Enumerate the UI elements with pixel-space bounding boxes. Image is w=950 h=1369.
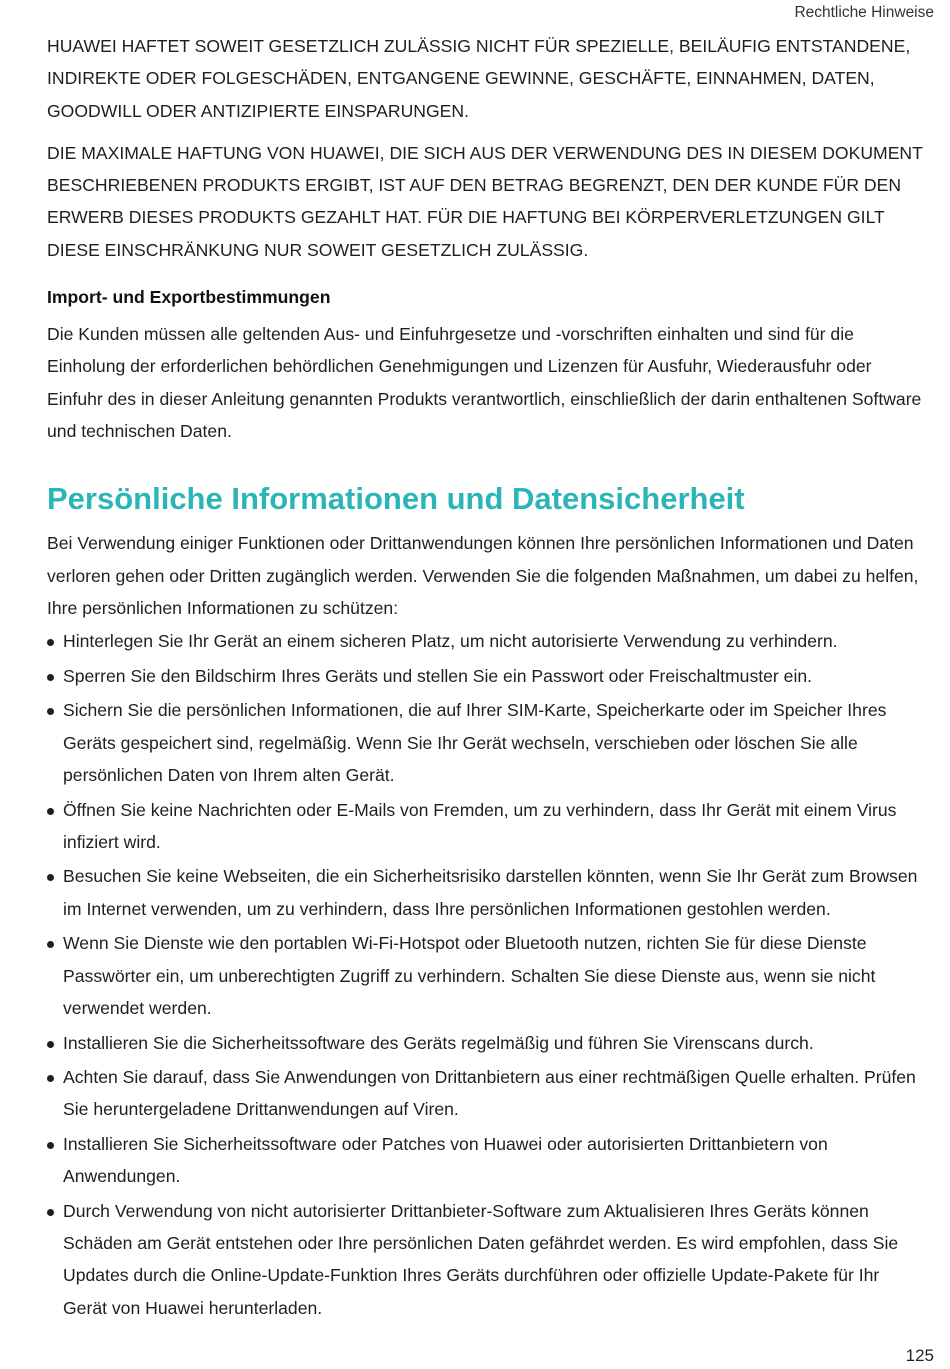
bullet-text: Hinterlegen Sie Ihr Gerät an einem sicheren Platz, um nicht autorisierte Verwendung zu verhindern.: [63, 631, 838, 652]
bullet-dot-icon: [47, 1209, 54, 1216]
bullet-dot-icon: [47, 808, 54, 815]
bullet-dot-icon: [47, 674, 54, 681]
running-header-title: Rechtliche Hinweise: [794, 4, 934, 21]
page-content: [47, 30, 927, 1326]
bullet-dot-icon: [47, 1142, 54, 1149]
privacy-section-heading: Persönliche Informationen und Datensicherheit: [47, 481, 745, 517]
bullet-text: Installieren Sie Sicherheitssoftware oder Patches von Huawei oder autorisierten Drittanbietern von Anwendungen.: [63, 1133, 828, 1187]
bullet-dot-icon: [47, 1075, 54, 1082]
privacy-bullet-item: [47, 694, 927, 791]
privacy-bullet-list: [47, 625, 927, 1324]
privacy-bullet-item: [47, 860, 927, 925]
bullet-dot-icon: [47, 874, 54, 881]
bullet-text: Achten Sie darauf, dass Sie Anwendungen von Drittanbietern aus einer rechtmäßigen Quelle erhalten. Prüfen Sie heruntergeladene Drittanwendungen auf Viren.: [63, 1067, 916, 1120]
bullet-text: Wenn Sie Dienste wie den portablen Wi-Fi-Hotspot oder Bluetooth nutzen, richten Sie für diese Dienste Passwörter ein, um unberechtigten Zugriff zu verhindern. Schalten Sie diese Dienste aus, wenn sie nicht verwendet werden.: [63, 933, 876, 1018]
bullet-text: Durch Verwendung von nicht autorisierter Drittanbieter-Software zum Aktualisieren Ihres Geräts können Schäden am Gerät entstehen oder Ihre persönlichen Daten gefährdet werden. Es wird empfohlen, dass Sie Updates durch die Online-Update-Funktion Ihres Geräts durchführen oder offizielle Update-Pakete für Ihr Gerät von Huawei herunterladen.: [63, 1200, 899, 1318]
bullet-dot-icon: [47, 708, 54, 715]
privacy-bullet-item: [47, 927, 927, 1024]
privacy-intro: Bei Verwendung einiger Funktionen oder Drittanwendungen können Ihre persönlichen Informationen und Daten verloren gehen oder Dritten zugänglich werden. Verwenden Sie die folgenden Maßnahmen, um dabei zu helfen, Ihre persönlichen Informationen zu schützen:: [47, 533, 919, 618]
privacy-bullet-item: [47, 794, 927, 859]
bullet-text: Besuchen Sie keine Webseiten, die ein Sicherheitsrisiko darstellen könnten, wenn Sie Ihr Gerät zum Browsen im Internet verwenden, um zu verhindern, dass Ihre persönlichen Informationen gestohlen werden.: [63, 866, 918, 919]
import-export-heading: Import- und Exportbestimmungen: [47, 287, 331, 308]
privacy-bullet-item: [47, 625, 927, 657]
bullet-dot-icon: [47, 639, 54, 646]
bullet-text: Sichern Sie die persönlichen Informationen, die auf Ihrer SIM-Karte, Speicherkarte oder im Speicher Ihres Geräts gespeichert sind, regelmäßig. Wenn Sie Ihr Gerät wechseln, verschieben oder löschen Sie alle persönlichen Daten von Ihrem alten Gerät.: [63, 700, 887, 785]
liability-paragraph-2: DIE MAXIMALE HAFTUNG VON HUAWEI, DIE SICH AUS DER VERWENDUNG DES IN DIESEM DOKUMENT BESCHRIEBENEN PRODUKTS ERGIBT, IST AUF DEN BETRAG BEGRENZT, DEN DER KUNDE FÜR DEN ERWERB DIESES PRODUKTS GEZAHLT HAT. FÜR DIE HAFTUNG BEI KÖRPERVERLETZUNGEN GILT DIESE EINSCHRÄNKUNG NUR SOWEIT GESETZLICH ZULÄSSIG.: [47, 142, 923, 260]
bullet-text: Sperren Sie den Bildschirm Ihres Geräts und stellen Sie ein Passwort oder Freischaltmuster ein.: [63, 665, 813, 686]
import-export-body: Die Kunden müssen alle geltenden Aus- und Einfuhrgesetze und -vorschriften einhalten und sind für die Einholung der erforderlichen behördlichen Genehmigungen und Lizenzen für Ausfuhr, Wiederausfuhr oder Einfuhr des in dieser Anleitung genannten Produkts verantwortlich, einschließlich der darin enthaltenen Software und technischen Daten.: [47, 324, 922, 441]
page-number: 125: [905, 1346, 934, 1365]
privacy-bullet-item: [47, 1061, 927, 1126]
privacy-bullet-item: [47, 1128, 927, 1193]
privacy-bullet-item: [47, 660, 927, 692]
liability-paragraph-1: HUAWEI HAFTET SOWEIT GESETZLICH ZULÄSSIG NICHT FÜR SPEZIELLE, BEILÄUFIG ENTSTANDENE, INDIREKTE ODER FOLGESCHÄDEN, ENTGANGENE GEWINNE, GESCHÄFTE, EINNAHMEN, DATEN, GOODWILL ODER ANTIZIPIERTE EINSPARUNGEN.: [47, 36, 911, 121]
bullet-text: Installieren Sie die Sicherheitssoftware des Geräts regelmäßig und führen Sie Virenscans durch.: [63, 1032, 814, 1053]
bullet-dot-icon: [47, 1041, 54, 1048]
bullet-text: Öffnen Sie keine Nachrichten oder E-Mails von Fremden, um zu verhindern, dass Ihr Gerät mit einem Virus infiziert wird.: [63, 799, 897, 852]
privacy-bullet-item: [47, 1027, 927, 1059]
bullet-dot-icon: [47, 941, 54, 948]
privacy-bullet-item: [47, 1195, 927, 1324]
